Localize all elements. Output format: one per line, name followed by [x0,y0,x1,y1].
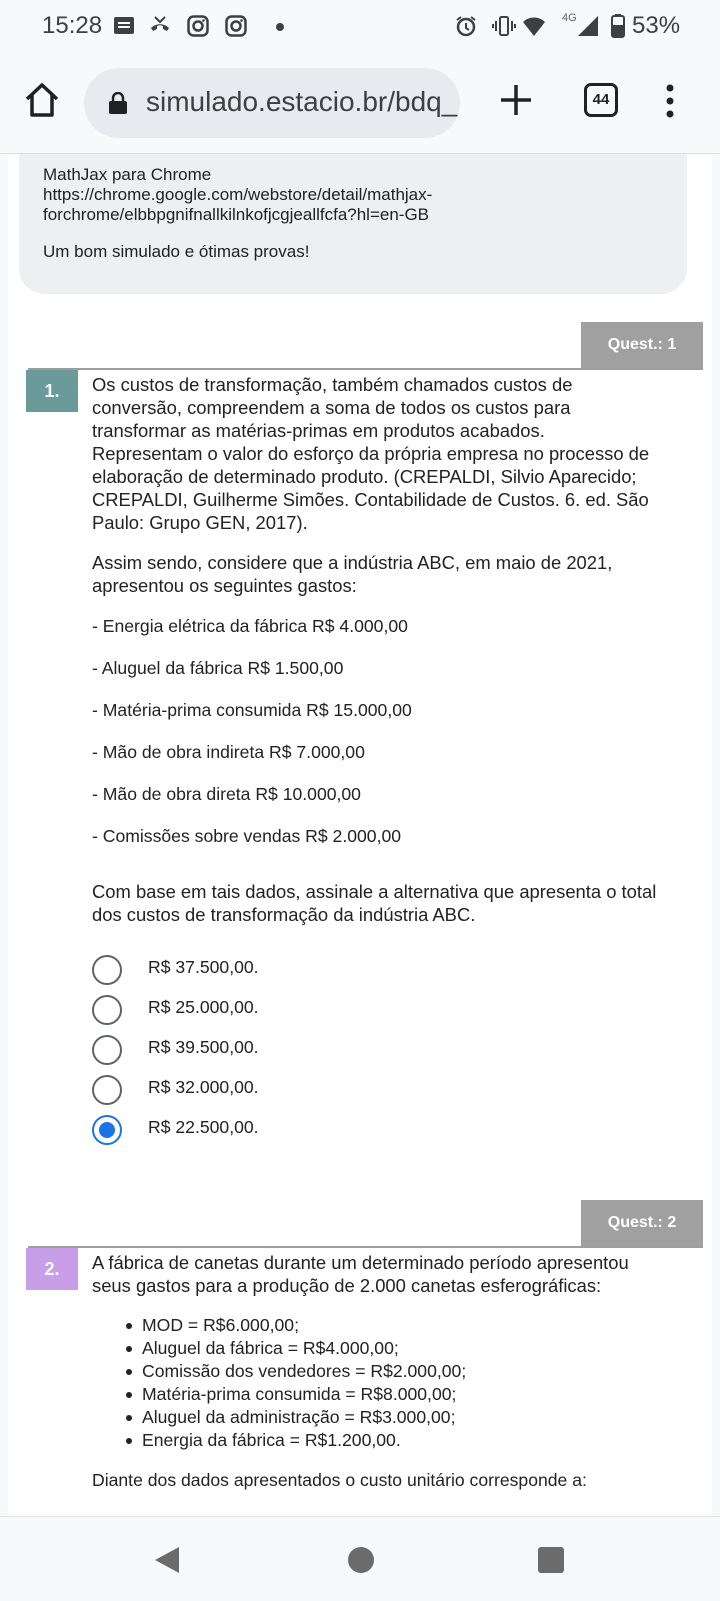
browser-toolbar [0,54,720,154]
intro-box [19,154,687,294]
radio-button[interactable] [92,955,122,985]
expense-item: - Aluguel da fábrica R$ 1.500,00 [92,658,344,678]
answer-option-label[interactable]: R$ 25.000,00. [148,997,259,1017]
list-item: Matéria-prima consumida = R$8.000,00; [142,1383,466,1406]
question-text-line: elaboração de determinado produto. (CREPALDI, Silvio Aparecido; [92,466,637,487]
expense-item: - Mão de obra indireta R$ 7.000,00 [92,742,365,762]
signal-icon [576,14,600,38]
page-content [8,154,712,1516]
question-text-line: Representam o valor do esforço da própria empresa no processo de [92,443,650,464]
expense-item: - Matéria-prima consumida R$ 15.000,00 [92,700,412,720]
answer-option-label[interactable]: R$ 37.500,00. [148,957,259,977]
radio-button[interactable] [92,1075,122,1105]
radio-button[interactable] [92,1035,122,1065]
question-number: 2. [26,1248,78,1290]
question-text-line: transformar as matérias-primas em produtos acabados. [92,420,545,441]
battery-icon [606,14,630,38]
status-bar [0,0,720,54]
list-item: MOD = R$6.000,00; [142,1314,466,1337]
instagram-icon [186,14,210,38]
back-icon[interactable] [152,1545,182,1575]
answer-option-label[interactable]: R$ 32.000,00. [148,1077,259,1097]
vibrate-icon [492,14,516,38]
recent-apps-icon[interactable] [538,1547,564,1573]
wifi-icon [522,14,546,38]
question-tab: Quest.: 1 [581,322,703,368]
network-type: 4G [562,12,577,24]
url-text[interactable]: simulado.estacio.br/bdq_ [146,86,458,117]
address-bar[interactable] [84,68,460,138]
question-prompt: Diante dos dados apresentados o custo unitário corresponde a: [92,1470,587,1490]
mathjax-link-continued[interactable]: forchrome/elbbpgnifnallkilnkofjcgjeallfcfa?hl=en-GB [43,205,430,224]
mathjax-link[interactable]: https://chrome.google.com/webstore/detail/mathjax- [43,185,433,204]
question-lead [92,551,682,597]
more-menu-icon[interactable] [660,82,680,122]
question-prompt-line: Com base em tais dados, assinale a alternativa que apresenta o total [92,881,657,902]
greeting-text: Um bom simulado e ótimas provas! [43,242,310,261]
expense-item: - Mão de obra direta R$ 10.000,00 [92,784,361,804]
list-item: Energia da fábrica = R$1.200,00. [142,1429,466,1452]
expense-list [142,1314,466,1452]
question-number: 1. [26,370,78,412]
mathjax-title: MathJax para Chrome [43,165,212,184]
question-text-line: Os custos de transformação, também chamados custos de [92,374,573,395]
system-navigation-bar [0,1516,720,1601]
battery-percentage: 53% [632,12,681,39]
radio-button[interactable] [92,1115,122,1145]
list-item: Aluguel da administração = R$3.000,00; [142,1406,466,1429]
dot-icon [268,14,292,38]
new-tab-icon[interactable] [498,82,534,118]
question-text [92,1251,682,1297]
question-text-line: seus gastos para a produção de 2.000 canetas esferográficas: [92,1275,602,1296]
question-prompt-line: dos custos de transformação da indústria ABC. [92,904,476,925]
question-lead-line: apresentou os seguintes gastos: [92,575,357,596]
question-text-line: Paulo: Grupo GEN, 2017). [92,512,308,533]
question-tab: Quest.: 2 [581,1200,703,1246]
question-header [28,322,703,370]
lock-icon [108,92,128,114]
message-icon [112,14,136,38]
radio-button[interactable] [92,995,122,1025]
answer-option-label[interactable]: R$ 22.500,00. [148,1117,259,1137]
list-item: Comissão dos vendedores = R$2.000,00; [142,1361,467,1381]
question-text [92,373,682,534]
question-lead-line: Assim sendo, considere que a indústria ABC, em maio de 2021, [92,552,613,573]
expense-item: - Comissões sobre vendas R$ 2.000,00 [92,826,402,846]
answer-option-label[interactable]: R$ 39.500,00. [148,1037,259,1057]
home-button-icon[interactable] [348,1547,374,1573]
list-item: Aluguel da fábrica = R$4.000,00; [142,1337,466,1360]
question-prompt [92,880,682,926]
expense-item: - Energia elétrica da fábrica R$ 4.000,00 [92,616,408,636]
tab-switcher-button[interactable]: 44 [584,83,618,117]
question-text-line: A fábrica de canetas durante um determinado período apresentou [92,1252,629,1273]
status-time: 15:28 [42,12,103,39]
question-header [28,1200,703,1248]
home-icon[interactable] [22,80,62,120]
question-text-line: CREPALDI, Guilherme Simões. Contabilidade de Custos. 6. ed. São [92,489,649,510]
instagram-icon [224,14,248,38]
question-text-line: conversão, compreendem a soma de todos os custos para [92,397,571,418]
missed-call-icon [148,14,172,38]
alarm-icon [454,14,478,38]
